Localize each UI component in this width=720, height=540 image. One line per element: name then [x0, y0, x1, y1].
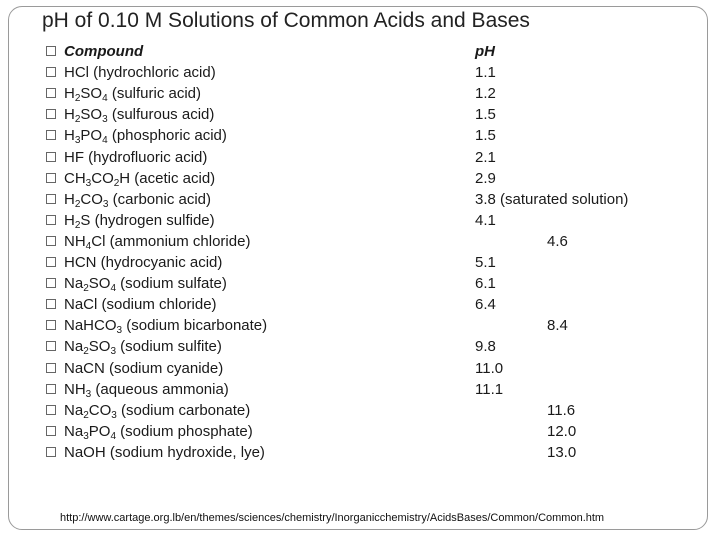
bullet-icon: [46, 152, 56, 162]
compound-name: NaCN (sodium cyanide): [64, 359, 224, 377]
compound-name: $H_2CO_3$ (carbonic acid): [64, 190, 212, 210]
ph-value: 2.1: [475, 148, 496, 166]
table-row: [0, 231, 720, 252]
ph-value: 1.2: [475, 85, 496, 103]
compound-name: NaOH (sodium hydroxide, lye): [64, 443, 265, 461]
compound-name: HCN (hydrocyanic acid): [64, 254, 223, 271]
ph-value: 12.0: [547, 422, 577, 440]
table-header-row: [0, 41, 720, 62]
ph-value: 4.1: [475, 211, 496, 229]
bullet-icon: [46, 320, 56, 330]
ph-value: 1.5: [475, 106, 496, 124]
table-row: [0, 62, 720, 83]
compound-name: $CH_3CO_2H$ (acetic acid): [64, 169, 216, 189]
table-row: [0, 252, 720, 273]
ph-value: 6.4: [475, 296, 496, 314]
bullet-icon: [46, 257, 56, 267]
bullet-icon: [46, 426, 56, 436]
compound-name: $H_2SO_3$ (sulfurous acid): [64, 106, 215, 126]
table-row: [0, 147, 720, 168]
compound-name: $NH_3$ (aqueous ammonia): [64, 380, 229, 400]
table-row: [0, 273, 720, 294]
bullet-icon: [46, 194, 56, 204]
bullet-icon: [46, 341, 56, 351]
compound-name: $Na_3PO_4$ (sodium phosphate): [64, 422, 253, 442]
ph-value: 11.6: [547, 401, 576, 419]
table-row: [0, 379, 720, 400]
compound-name: NaHCO$_3$ (sodium bicarbonate): [64, 317, 268, 337]
compound-name: HF (hydrofluoric acid): [64, 148, 208, 166]
slide-title: pH of 0.10 M Solutions of Common Acids and Bases: [42, 9, 530, 32]
bullet-icon: [46, 447, 56, 457]
compound-name: $Na_2SO_3$ (sodium sulfite): [64, 338, 222, 358]
bullet-icon: [46, 363, 56, 373]
table-row: [0, 125, 720, 146]
table-row: [0, 315, 720, 336]
ph-value: 1.5: [475, 127, 496, 145]
ph-value: 13.0: [547, 443, 577, 461]
compound-name: $H_2S$ (hydrogen sulfide): [64, 211, 215, 231]
table-row: [0, 442, 720, 463]
compound-name: $NH_4Cl$ (ammonium chloride): [64, 232, 251, 252]
table-row: [0, 83, 720, 104]
ph-value: 4.6: [547, 232, 568, 250]
table-row: [0, 189, 720, 210]
ph-value: 3.8 (saturated solution): [475, 190, 629, 208]
bullet-icon: [46, 173, 56, 183]
ph-value: 5.1: [475, 254, 496, 271]
source-url: http://www.cartage.org.lb/en/themes/sciences/chemistry/Inorganicchemistry/AcidsBases/Common/Common.htm: [60, 512, 605, 524]
bullet-icon: [46, 130, 56, 140]
compound-name: $Na_2SO_4$ (sodium sulfate): [64, 275, 227, 295]
bullet-icon: [46, 299, 56, 309]
ph-value: 9.8: [475, 338, 496, 356]
ph-value: 2.9: [475, 169, 496, 187]
compound-name: $H_2SO_4$ (sulfuric acid): [64, 85, 202, 105]
bullet-icon: [46, 236, 56, 246]
bullet-icon: [46, 46, 56, 56]
bullet-icon: [46, 384, 56, 394]
ph-value: 8.4: [547, 317, 568, 335]
compound-column-header: Compound: [64, 43, 144, 60]
table-row: [0, 104, 720, 125]
compound-name: $H_3PO_4$ (phosphoric acid): [64, 127, 227, 147]
ph-value: 6.1: [475, 275, 496, 293]
table-row: [0, 400, 720, 421]
ph-value: 11.0: [475, 359, 504, 377]
compound-name: $Na_2CO_3$ (sodium carbonate): [64, 401, 251, 421]
table-row: [0, 168, 720, 189]
compound-name: HCl (hydrochloric acid): [64, 64, 216, 82]
ph-value: 1.1: [475, 64, 496, 82]
ph-column-header: pH: [475, 43, 495, 60]
bullet-icon: [46, 278, 56, 288]
table-row: [0, 210, 720, 231]
ph-value: 11.1: [475, 380, 504, 398]
table-row: [0, 336, 720, 357]
bullet-icon: [46, 215, 56, 225]
table-row: [0, 421, 720, 442]
bullet-icon: [46, 67, 56, 77]
table-row: [0, 294, 720, 315]
compound-name: NaCl (sodium chloride): [64, 296, 217, 314]
bullet-icon: [46, 405, 56, 415]
bullet-icon: [46, 109, 56, 119]
bullet-icon: [46, 88, 56, 98]
table-row: [0, 358, 720, 379]
